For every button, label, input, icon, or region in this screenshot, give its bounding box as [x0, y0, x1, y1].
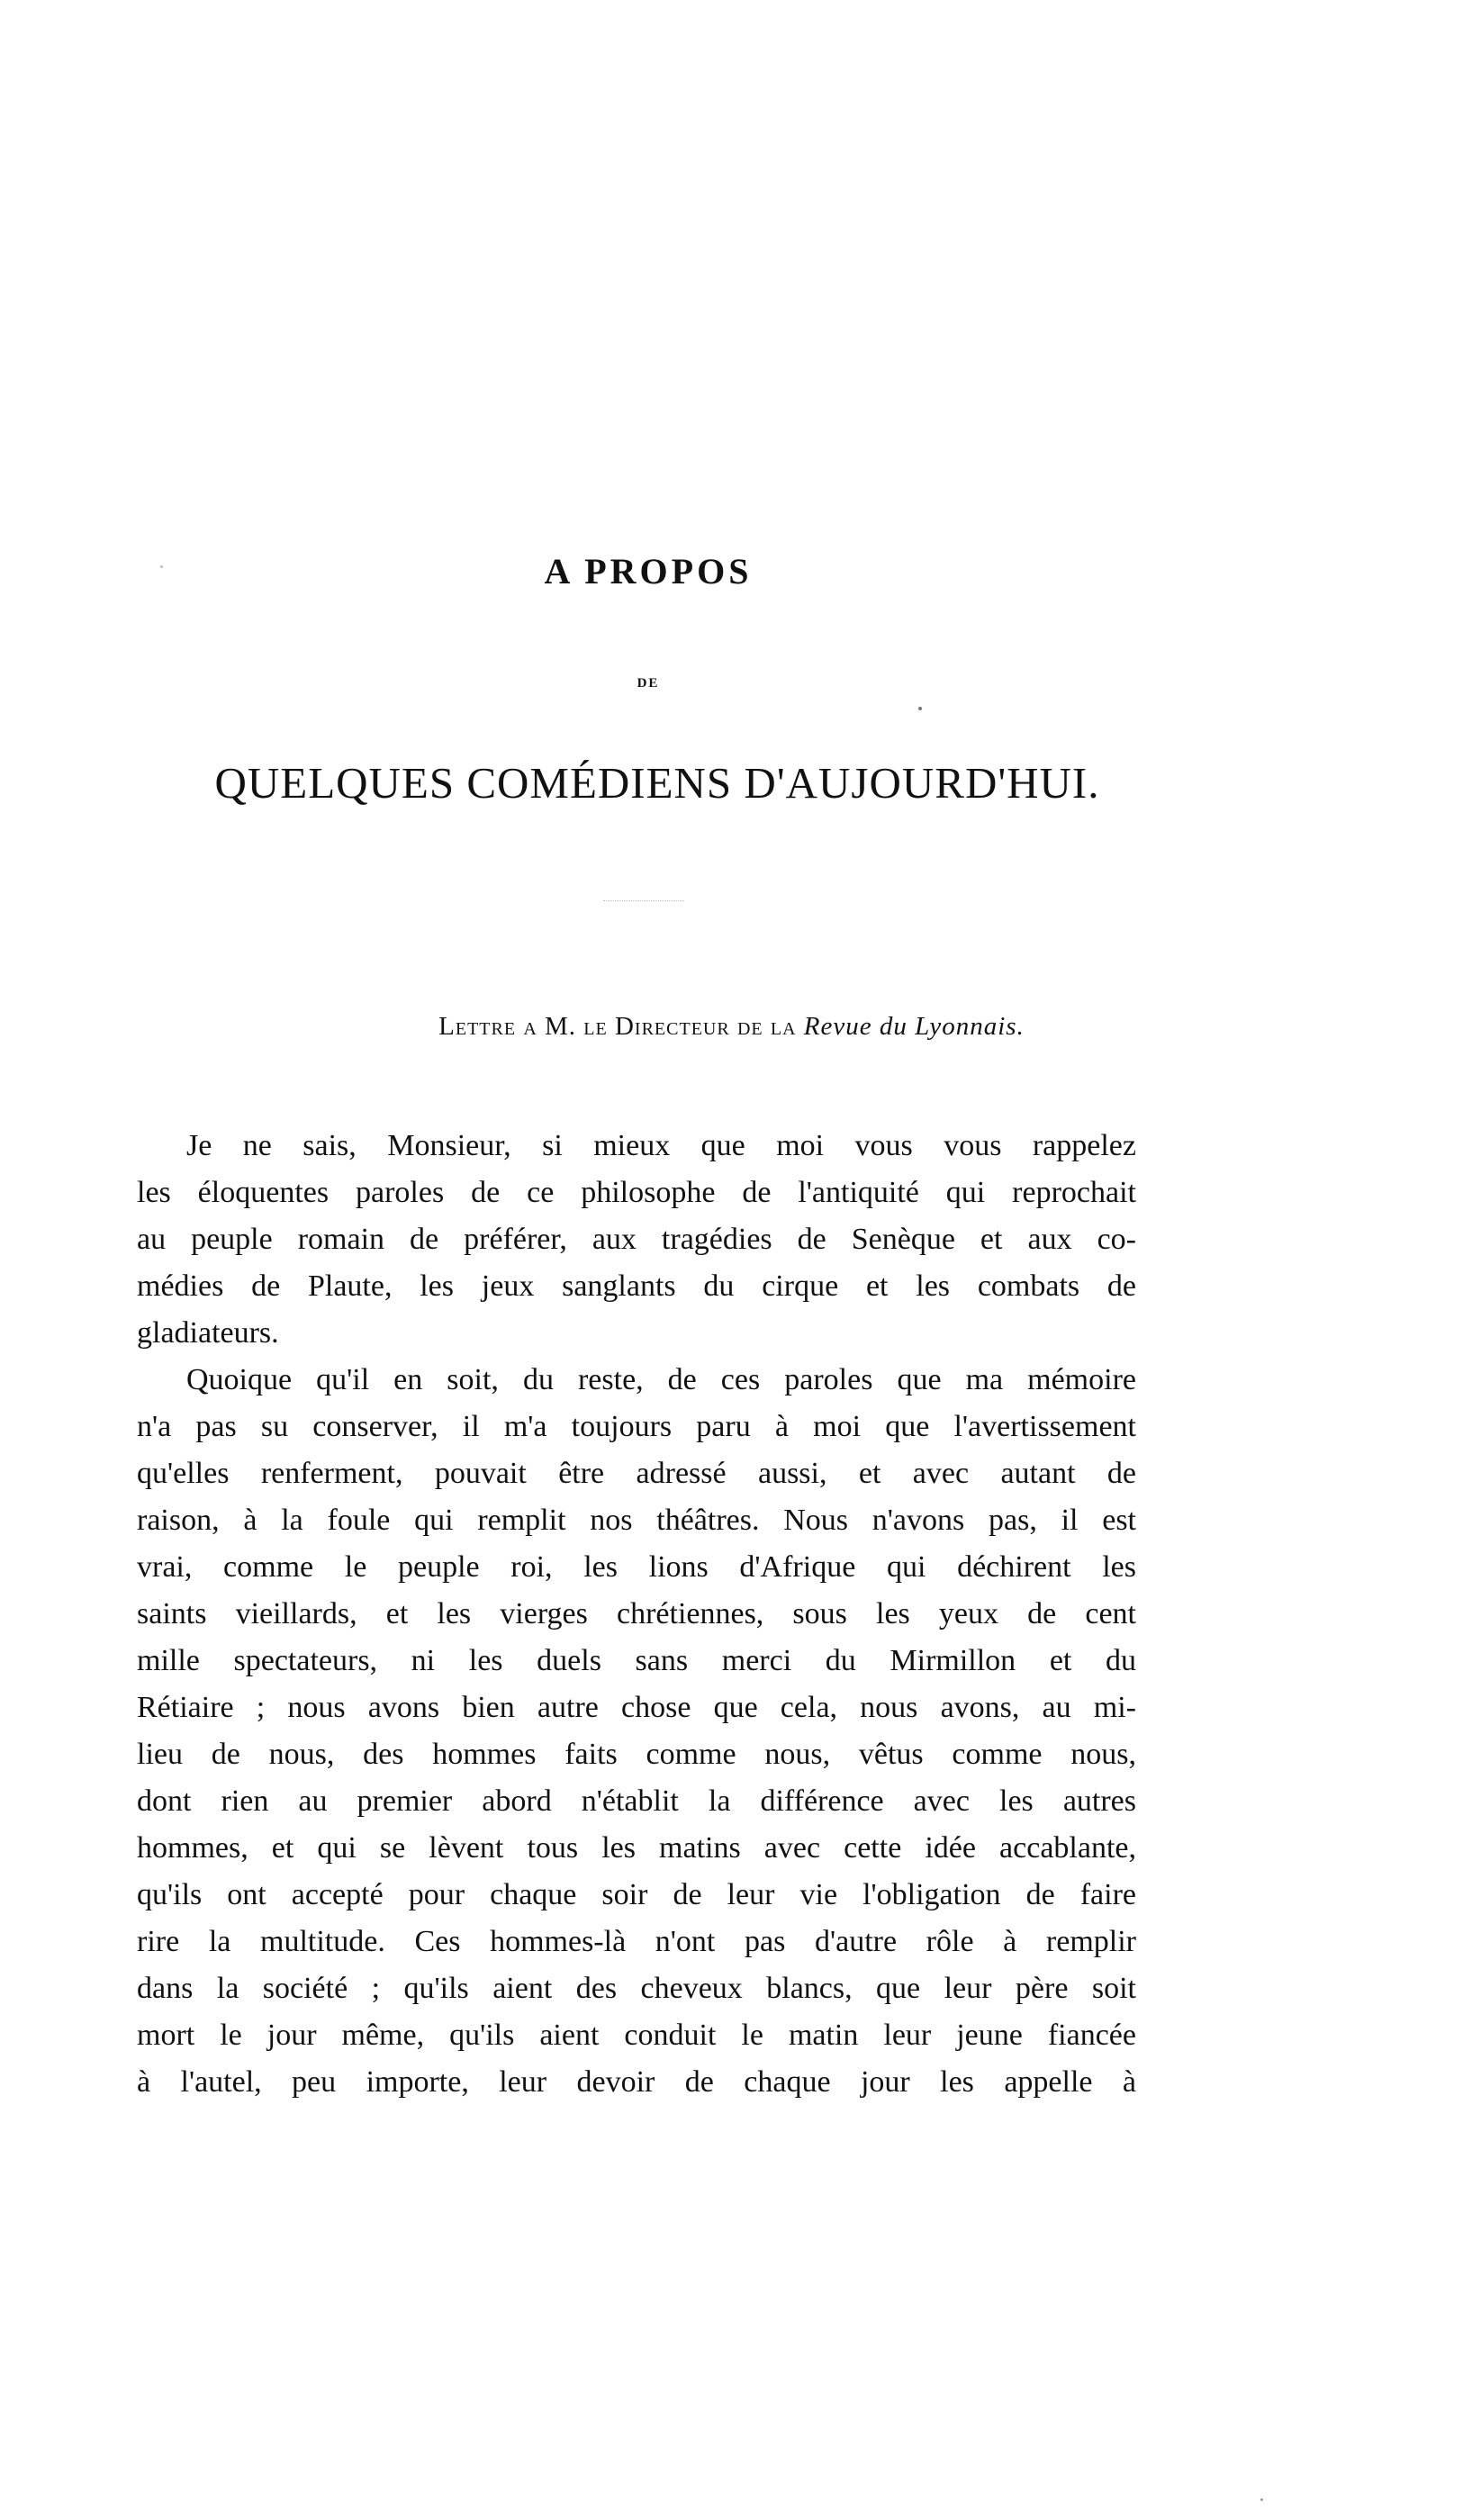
body-text — [137, 1123, 1136, 2106]
paper-speck — [918, 707, 922, 710]
text-line: à l'autel, peu importe, leur devoir de chaque jour les appelle à — [137, 2065, 1136, 2099]
text-line: hommes, et qui se lèvent tous les matins avec cette idée accablante, — [137, 1831, 1136, 1865]
text-line: n'a pas su conserver, il m'a toujours paru à moi que l'avertissement — [137, 1410, 1136, 1443]
page-title: QUELQUES COMÉDIENS D'AUJOURD'HUI. — [214, 758, 1100, 808]
letter-heading — [0, 1014, 1463, 1040]
paper-speck — [160, 565, 163, 568]
text-line: dont rien au premier abord n'établit la différence avec les autres — [137, 1784, 1136, 1818]
letter-heading-prefix: Lettre a M. le Directeur de la — [438, 1012, 797, 1041]
text-line: saints vieillards, et les vierges chrétiennes, sous les yeux de cent — [137, 1597, 1136, 1630]
text-line: rire la multitude. Ces hommes-là n'ont pas d'autre rôle à remplir — [137, 1925, 1136, 1958]
text-line: Quoique qu'il en soit, du reste, de ces paroles que ma mémoire — [186, 1363, 1136, 1396]
text-line: mort le jour même, qu'ils aient conduit le matin leur jeune fiancée — [137, 2019, 1136, 2052]
text-line: qu'ils ont accepté pour chaque soir de leur vie l'obligation de faire — [137, 1878, 1136, 1911]
text-line: Rétiaire ; nous avons bien autre chose que cela, nous avons, au mi- — [137, 1691, 1136, 1724]
text-line: Je ne sais, Monsieur, si mieux que moi vous vous rappelez — [186, 1129, 1136, 1162]
text-line: au peuple romain de préférer, aux tragédies de Senèque et aux co- — [137, 1223, 1136, 1256]
title-separator — [603, 900, 684, 901]
paper-speck — [1260, 2498, 1263, 2501]
text-line: médies de Plaute, les jeux sanglants du cirque et les combats de — [137, 1269, 1136, 1303]
text-line: dans la société ; qu'ils aient des cheveux blancs, que leur père soit — [137, 1972, 1136, 2005]
text-line: mille spectateurs, ni les duels sans merci du Mirmillon et du — [137, 1644, 1136, 1677]
title-a-propos: A PROPOS — [544, 551, 753, 592]
text-line: vrai, comme le peuple roi, les lions d'Afrique qui déchirent les — [137, 1550, 1136, 1584]
journal-name: Revue du Lyonnais. — [803, 1012, 1025, 1041]
text-line: qu'elles renferment, pouvait être adressé aussi, et avec autant de — [137, 1457, 1136, 1490]
text-line: les éloquentes paroles de ce philosophe de l'antiquité qui reprochait — [137, 1176, 1136, 1209]
text-line: gladiateurs. — [137, 1316, 279, 1350]
title-de: DE — [637, 676, 660, 691]
text-line: raison, à la foule qui remplit nos théâtres. Nous n'avons pas, il est — [137, 1504, 1136, 1537]
text-line: lieu de nous, des hommes faits comme nous, vêtus comme nous, — [137, 1738, 1136, 1771]
